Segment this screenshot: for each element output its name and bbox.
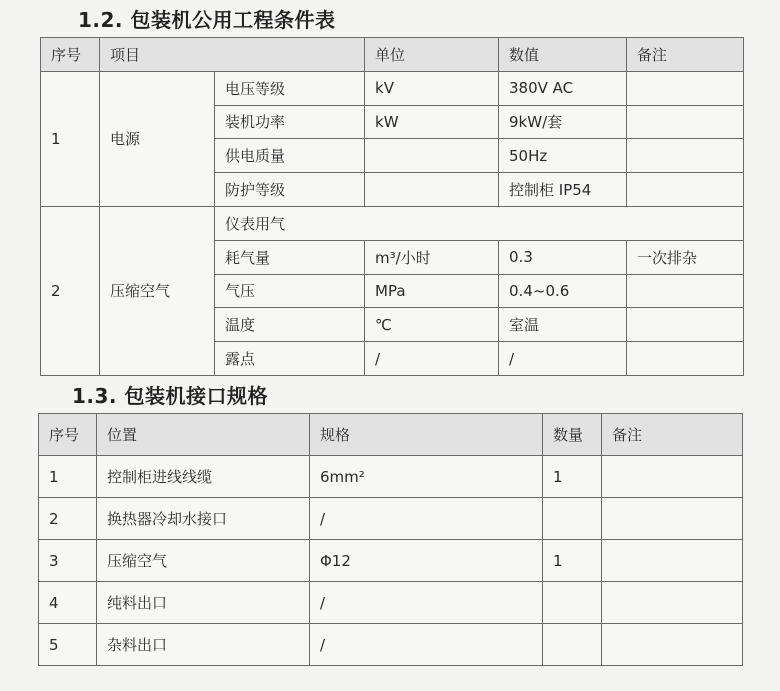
row-number: 4: [39, 582, 97, 624]
sub-item: 露点: [215, 342, 365, 376]
interfaces-table: [38, 413, 743, 666]
note-cell: [627, 105, 744, 139]
header-no: 序号: [39, 414, 97, 456]
value-cell: 0.4~0.6: [499, 274, 627, 308]
note-cell: 一次排杂: [627, 240, 744, 274]
sub-item: 电压等级: [215, 71, 365, 105]
table-header-row: [39, 414, 743, 456]
value-cell: 50Hz: [499, 139, 627, 173]
note-cell: [602, 582, 743, 624]
header-position: 位置: [97, 414, 310, 456]
sub-item: 防护等级: [215, 173, 365, 207]
spec-cell: 6mm²: [310, 456, 543, 498]
row-number: 1: [39, 456, 97, 498]
qty-cell: [543, 624, 602, 666]
header-qty: 数量: [543, 414, 602, 456]
header-spec: 规格: [310, 414, 543, 456]
spec-cell: /: [310, 582, 543, 624]
header-unit: 单位: [365, 38, 499, 72]
table-row: [39, 582, 743, 624]
sub-item: 装机功率: [215, 105, 365, 139]
note-cell: [602, 498, 743, 540]
header-note: 备注: [627, 38, 744, 72]
note-cell: [627, 139, 744, 173]
unit-cell: MPa: [365, 274, 499, 308]
table-row: [39, 456, 743, 498]
row-number: 2: [39, 498, 97, 540]
table-row: [39, 498, 743, 540]
position-cell: 换热器冷却水接口: [97, 498, 310, 540]
item-name: 压缩空气: [100, 206, 215, 375]
table-row: [41, 71, 744, 105]
table-header-row: [41, 38, 744, 72]
spec-cell: Φ12: [310, 540, 543, 582]
qty-cell: 1: [543, 456, 602, 498]
table-row: [39, 540, 743, 582]
position-cell: 纯料出口: [97, 582, 310, 624]
qty-cell: 1: [543, 540, 602, 582]
unit-cell: [365, 139, 499, 173]
value-cell: 9kW/套: [499, 105, 627, 139]
spec-cell: /: [310, 498, 543, 540]
unit-cell: kW: [365, 105, 499, 139]
section-title-interfaces: 1.3. 包装机接口规格: [72, 384, 268, 408]
note-cell: [627, 173, 744, 207]
table-row: [41, 206, 744, 240]
position-cell: 压缩空气: [97, 540, 310, 582]
row-number: 1: [41, 71, 100, 206]
value-cell: 控制柜 IP54: [499, 173, 627, 207]
note-cell: [602, 456, 743, 498]
sub-item: 温度: [215, 308, 365, 342]
value-cell: 0.3: [499, 240, 627, 274]
item-name: 电源: [100, 71, 215, 206]
header-item: 项目: [100, 38, 365, 72]
note-cell: [602, 624, 743, 666]
header-no: 序号: [41, 38, 100, 72]
unit-cell: kV: [365, 71, 499, 105]
note-cell: [602, 540, 743, 582]
unit-cell: ℃: [365, 308, 499, 342]
qty-cell: [543, 582, 602, 624]
note-cell: [627, 274, 744, 308]
position-cell: 杂料出口: [97, 624, 310, 666]
note-cell: [627, 308, 744, 342]
spec-cell: /: [310, 624, 543, 666]
value-cell: /: [499, 342, 627, 376]
unit-cell: m³/小时: [365, 240, 499, 274]
value-cell: 室温: [499, 308, 627, 342]
table-row: [39, 624, 743, 666]
row-number: 3: [39, 540, 97, 582]
utilities-table: [40, 37, 744, 376]
note-cell: [627, 342, 744, 376]
sub-item: 耗气量: [215, 240, 365, 274]
value-cell: 380V AC: [499, 71, 627, 105]
qty-cell: [543, 498, 602, 540]
sub-header: 仪表用气: [215, 206, 744, 240]
unit-cell: /: [365, 342, 499, 376]
position-cell: 控制柜进线线缆: [97, 456, 310, 498]
section-title-utilities: 1.2. 包装机公用工程条件表: [78, 8, 336, 32]
unit-cell: [365, 173, 499, 207]
sub-item: 气压: [215, 274, 365, 308]
sub-item: 供电质量: [215, 139, 365, 173]
header-value: 数值: [499, 38, 627, 72]
header-note: 备注: [602, 414, 743, 456]
note-cell: [627, 71, 744, 105]
row-number: 5: [39, 624, 97, 666]
row-number: 2: [41, 206, 100, 375]
